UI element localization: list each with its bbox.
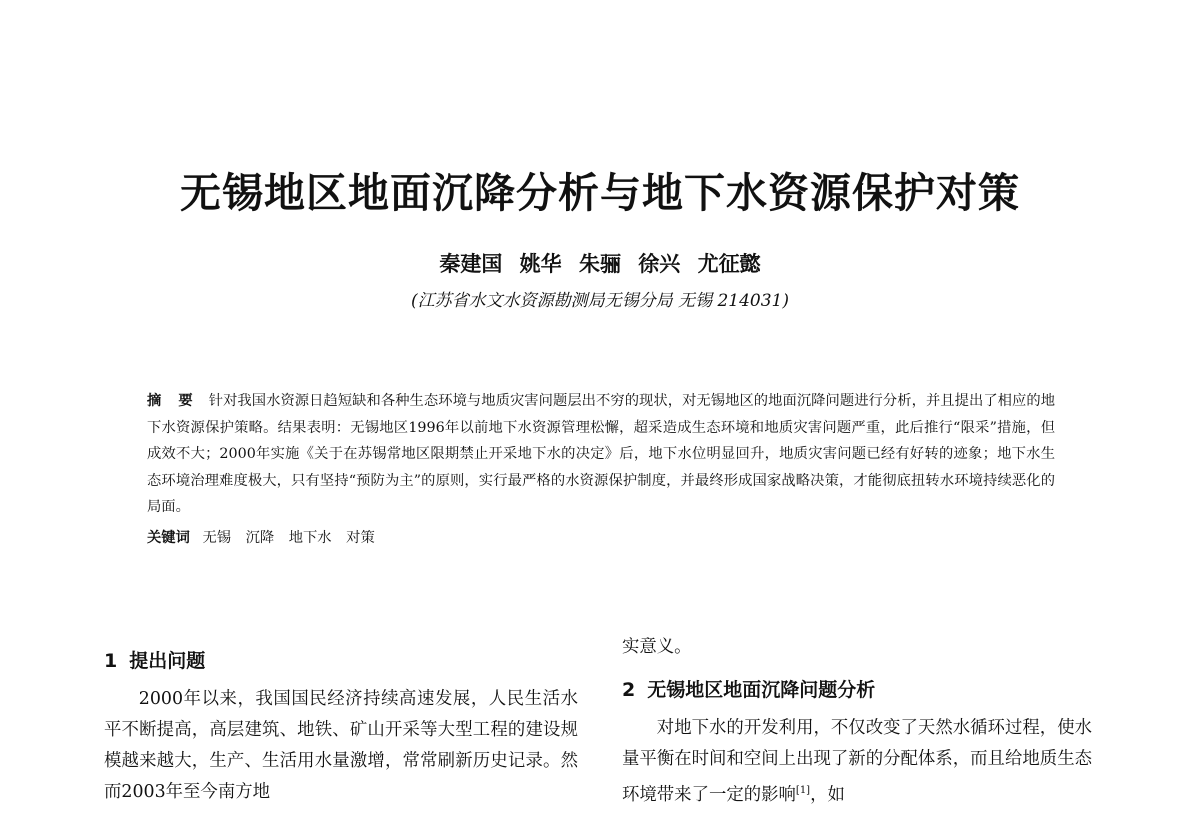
body-text-tail: ，如 <box>810 784 845 805</box>
abstract <box>147 388 1055 521</box>
keywords-label: 关键词 <box>147 530 190 546</box>
section-title: 无锡地区地面沉降问题分析 <box>647 679 876 701</box>
right-column <box>622 632 1092 811</box>
citation: [1] <box>795 785 811 796</box>
author-list: 秦建国 姚华 朱骊 徐兴 尤征懿 <box>439 252 761 276</box>
keyword: 地下水 <box>288 530 332 546</box>
keyword: 对策 <box>346 530 375 546</box>
keyword: 沉降 <box>245 530 275 546</box>
continued-text: 实意义。 <box>622 637 692 657</box>
keyword: 无锡 <box>202 530 232 546</box>
affiliation: (江苏省水文水资源勘测局无锡分局 无锡 214031) <box>411 291 789 311</box>
section-heading <box>622 675 1092 705</box>
body-paragraph: 2000年以来，我国国民经济持续高速发展，人民生活水平不断提高，高层建筑、地铁、矿山开采等大型工程的建设规模越来越大，生产、生活用水量激增，常常刷新历史记录。然而2003年至今南方地 <box>104 689 578 802</box>
section-title: 提出问题 <box>129 650 206 672</box>
body-paragraph <box>622 713 1092 811</box>
paper-title: 无锡地区地面沉降分析与地下水资源保护对策 <box>180 169 1020 217</box>
section-number: 2 <box>622 679 636 701</box>
abstract-label: 摘 要 <box>147 393 199 409</box>
left-column <box>104 646 578 808</box>
section-number: 1 <box>104 650 118 672</box>
abstract-text: 针对我国水资源日趋短缺和各种生态环境与地质灾害问题层出不穷的现状，对无锡地区的地面沉降问题进行分析，并且提出了相应的地下水资源保护策略。结果表明：无锡地区1996年以前地下水资源管理松懈，超采造成生态环境和地质灾害问题严重，此后推行“限采”措施，但成效不大；2000年实施《关于在苏锡常地区限期禁止开采地下水的决定》后，地下水位明显回升，地质灾害问题已经有好转的迹象；地下水生态环境治理难度极大，只有坚持“预防为主”的原则，实行最严格的水资源保护制度，并最终形成国家战略决策，才能彻底扭转水环境持续恶化的局面。 <box>147 393 1055 515</box>
keywords <box>147 527 385 547</box>
body-text: 对地下水的开发利用，不仅改变了天然水循环过程，使水量平衡在时间和空间上出现了新的分配体系，而且给地质生态环境带来了一定的影响 <box>622 718 1092 805</box>
section-heading <box>104 646 578 676</box>
